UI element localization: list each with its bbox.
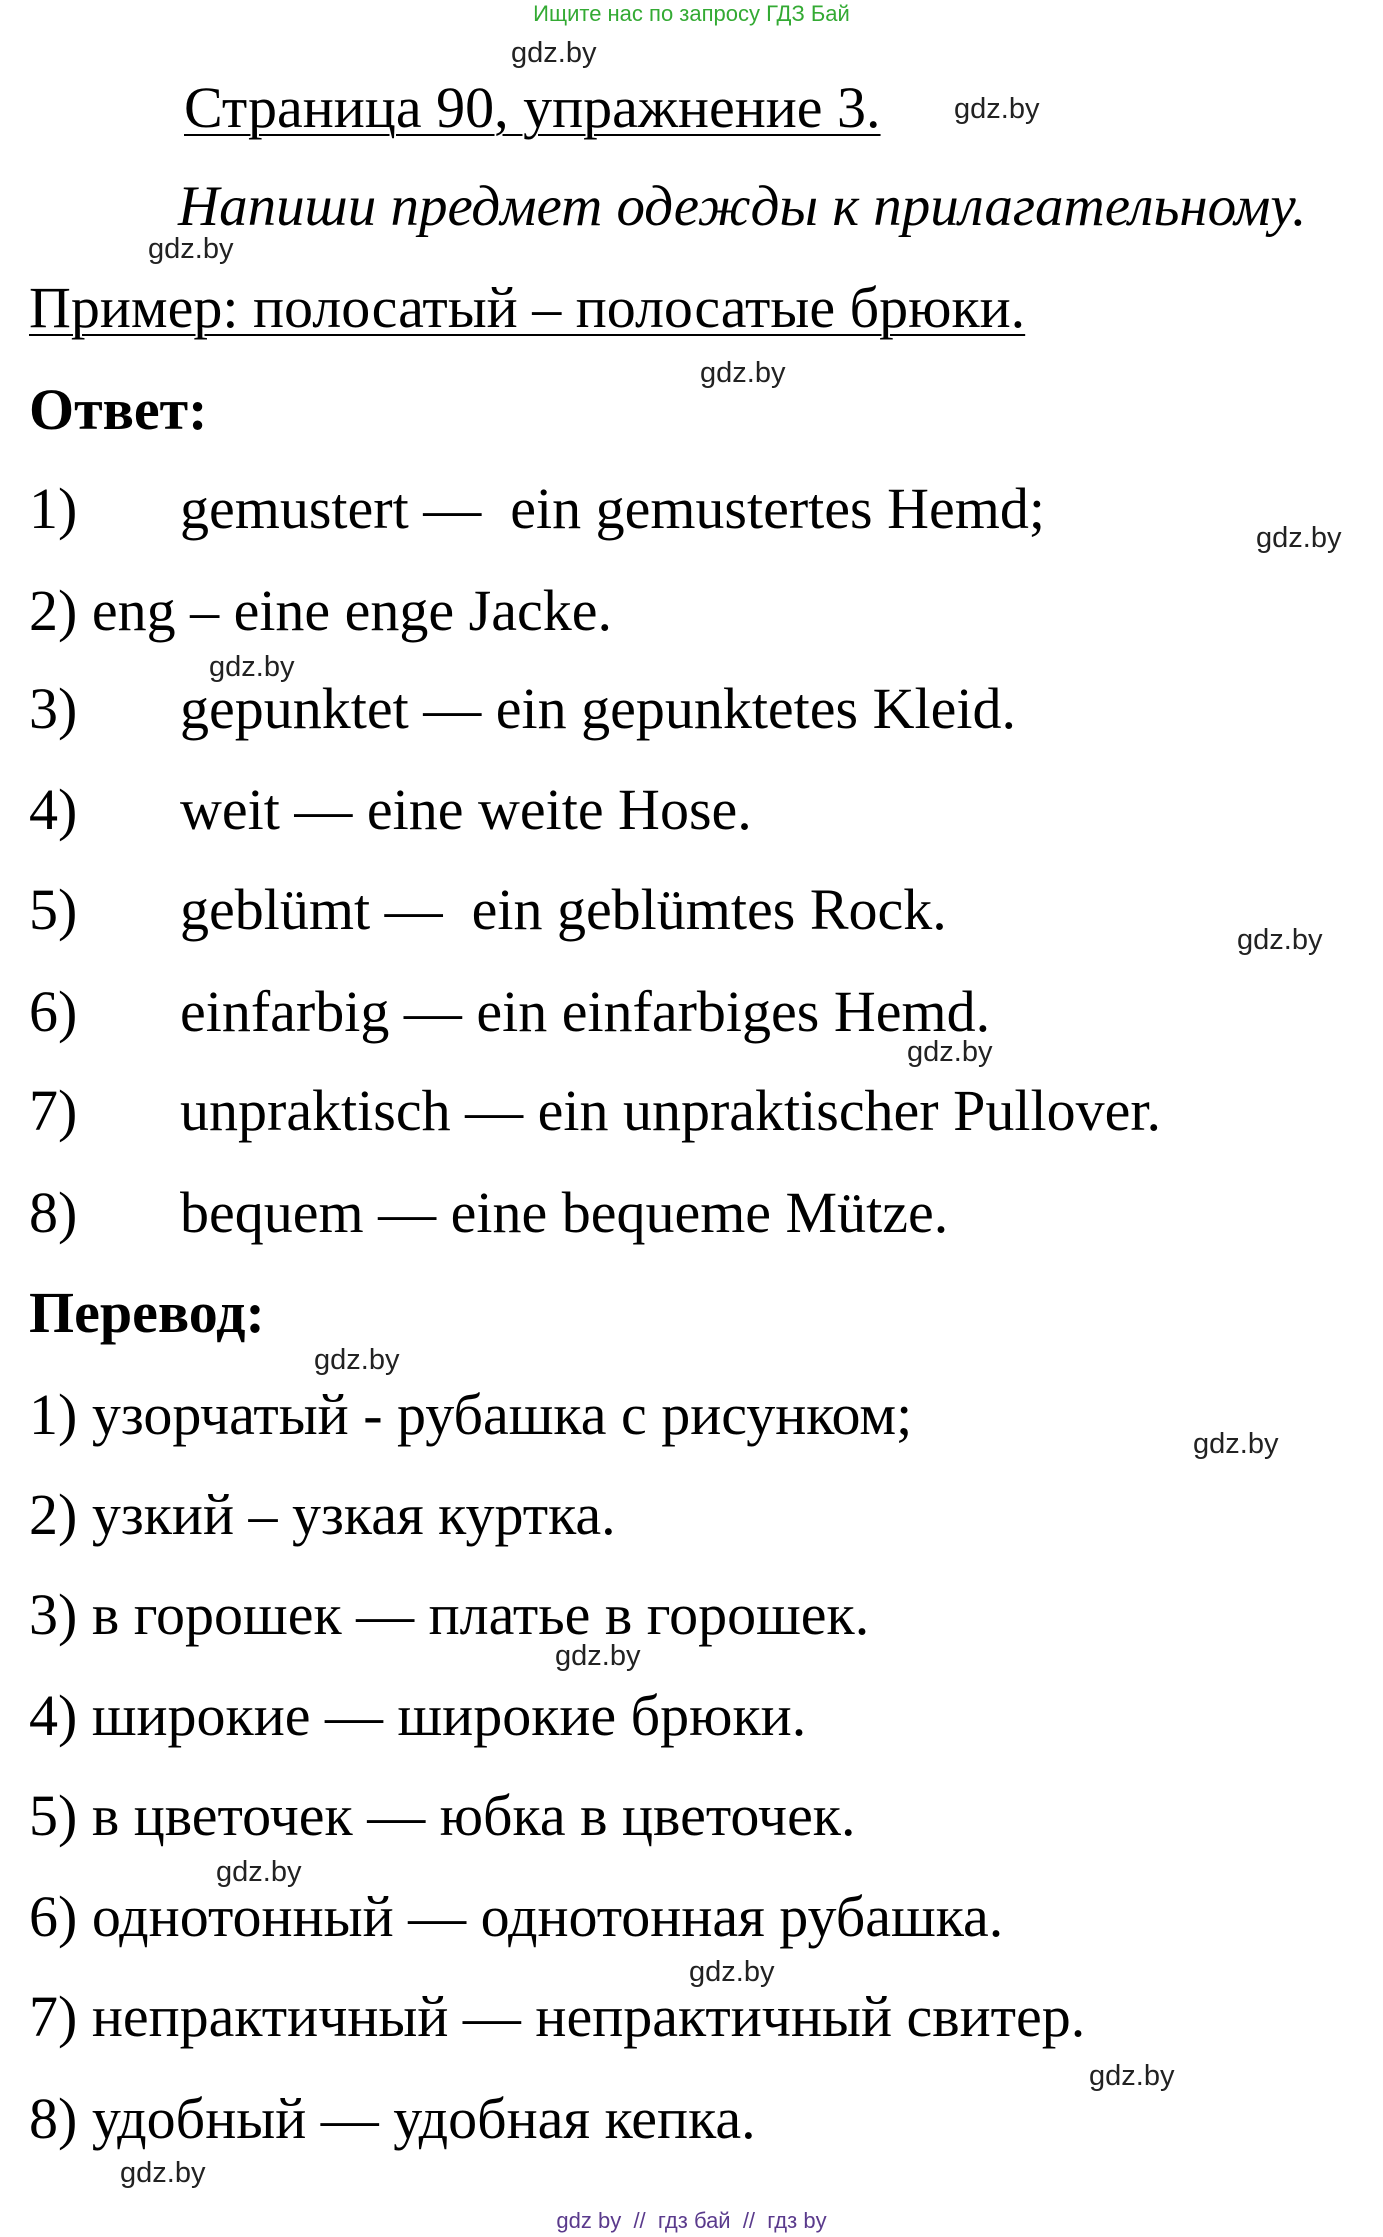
translation-item (29, 1884, 1004, 1949)
watermark: gdz.by (1193, 1428, 1279, 1460)
translation-text: в горошек — платье в горошек. (91, 1582, 870, 1647)
answer-text: eng – eine enge Jacke. (91, 578, 612, 643)
translation-number: 2) (29, 1482, 78, 1547)
answer-text: gepunktet — ein gepunktetes Kleid. (180, 676, 1016, 741)
page-title: Страница 90, упражнение 3. (184, 75, 881, 140)
watermark: gdz.by (1237, 924, 1323, 956)
answer-number: 4) (29, 777, 78, 842)
answer-text: geblümt — ein geblümtes Rock. (180, 877, 947, 942)
answer-item (29, 676, 1329, 741)
translation-item (29, 1582, 870, 1647)
answer-text: bequem — eine bequeme Mütze. (180, 1180, 949, 1245)
translation-item (29, 1783, 856, 1848)
answer-item (29, 979, 1329, 1044)
watermark: gdz.by (216, 1856, 302, 1888)
search-hint: Ищите нас по запросу ГДЗ Бай (533, 1, 850, 26)
translation-text: непрактичный — непрактичный свитер. (91, 1984, 1086, 2049)
watermark: gdz.by (209, 651, 295, 683)
answer-number: 7) (29, 1078, 78, 1143)
answer-number: 8) (29, 1180, 78, 1245)
translation-text: однотонный — однотонная рубашка. (91, 1884, 1004, 1949)
translation-number: 8) (29, 2086, 78, 2151)
translation-number: 3) (29, 1582, 78, 1647)
watermark: gdz.by (555, 1640, 641, 1672)
translation-item (29, 2086, 756, 2151)
translation-text: широкие — широкие брюки. (91, 1683, 807, 1748)
answer-text: einfarbig — ein einfarbiges Hemd. (180, 979, 991, 1044)
translation-number: 1) (29, 1382, 78, 1447)
answer-number: 6) (29, 979, 78, 1044)
translation-text: узкий – узкая куртка. (91, 1482, 616, 1547)
translation-text: удобный — удобная кепка. (91, 2086, 756, 2151)
watermark: gdz.by (1256, 522, 1342, 554)
watermark: gdz.by (148, 233, 234, 265)
translation-text: узорчатый - рубашка с рисунком; (91, 1382, 913, 1447)
watermark: gdz.by (511, 37, 597, 69)
translation-item (29, 1683, 807, 1748)
task-text: Напиши предмет одежды к прилагательному. (178, 175, 1307, 238)
answer-number: 3) (29, 676, 78, 741)
translation-heading: Перевод: (29, 1280, 265, 1345)
answer-text: weit — eine weite Hose. (180, 777, 752, 842)
answer-item (29, 578, 612, 643)
answer-text: unpraktisch — ein unpraktischer Pullover. (180, 1078, 1161, 1143)
answer-item (29, 877, 1329, 942)
watermark: gdz.by (1089, 2060, 1175, 2092)
translation-number: 4) (29, 1683, 78, 1748)
translation-number: 7) (29, 1984, 78, 2049)
translation-item (29, 1984, 1086, 2049)
answer-number: 1) (29, 476, 78, 541)
answer-heading: Ответ: (29, 377, 208, 442)
watermark: gdz.by (954, 93, 1040, 125)
answer-item (29, 1180, 1329, 1245)
watermark: gdz.by (907, 1036, 993, 1068)
translation-item (29, 1482, 616, 1547)
watermark: gdz.by (689, 1956, 775, 1988)
footer-links: gdz by // гдз бай // гдз by (556, 2208, 827, 2233)
answer-item (29, 777, 1329, 842)
answer-number: 5) (29, 877, 78, 942)
translation-number: 5) (29, 1783, 78, 1848)
translation-text: в цветочек — юбка в цветочек. (91, 1783, 856, 1848)
translation-number: 6) (29, 1884, 78, 1949)
answer-number: 2) (29, 578, 78, 643)
answer-text: gemustert — ein gemustertes Hemd; (180, 476, 1045, 541)
watermark: gdz.by (314, 1344, 400, 1376)
watermark: gdz.by (700, 357, 786, 389)
translation-item (29, 1382, 913, 1447)
watermark: gdz.by (120, 2157, 206, 2189)
answer-item (29, 1078, 1329, 1143)
example-text: Пример: полосатый – полосатые брюки. (29, 275, 1026, 340)
